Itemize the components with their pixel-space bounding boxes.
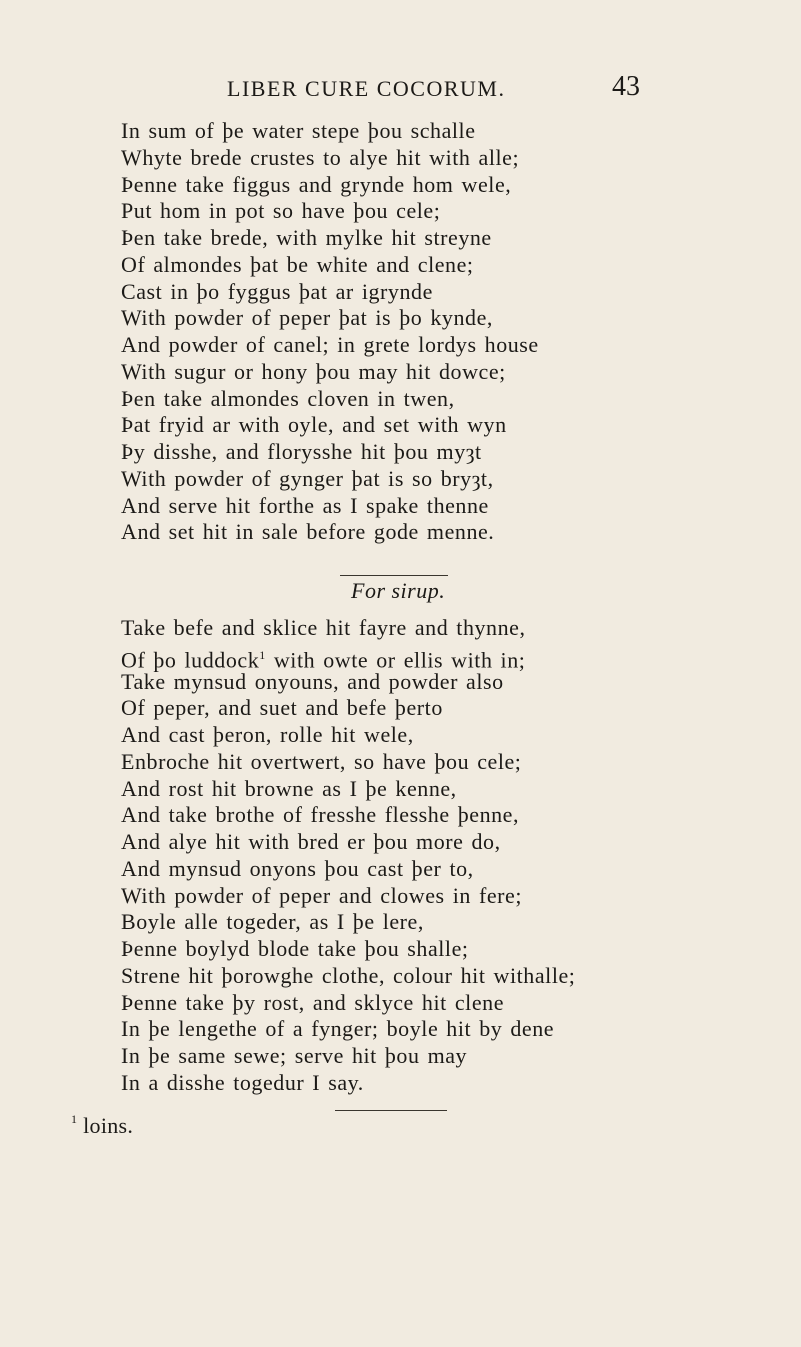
footnote-marker: 1 <box>71 1111 78 1126</box>
verse-line: And cast þeron, rolle hit wele, <box>121 722 414 747</box>
verse-line: Put hom in pot so have þou cele; <box>121 198 441 224</box>
verse-line: With powder of peper and clowes in fere; <box>121 882 523 908</box>
verse-line-text: Of þo luddock <box>121 647 260 673</box>
recipe-title: For sirup. <box>351 578 446 603</box>
verse-section-2 <box>121 615 771 1097</box>
verse-line: Enbroche hit overtwert, so have þou cele; <box>121 748 522 774</box>
verse-line: And take brothe of fresshe flesshe þenne, <box>121 802 520 828</box>
verse-line: Take mynsud onyouns, and powder also <box>121 668 504 694</box>
footnote-text: loins. <box>83 1113 134 1138</box>
verse-line: Whyte brede crustes to alye hit with alle; <box>121 144 520 170</box>
verse-line-with-note <box>121 642 771 673</box>
verse-line: Þenne take figgus and grynde hom wele, <box>121 171 512 197</box>
verse-line: Boyle alle togeder, as I þe lere, <box>121 909 424 935</box>
verse-section-1 <box>121 118 771 546</box>
verse-line: And mynsud onyons þou cast þer to, <box>121 855 474 881</box>
verse-line: Þenne take þy rost, and sklyce hit clene <box>121 989 505 1015</box>
verse-line: And powder of canel; in grete lordys house <box>121 332 539 357</box>
verse-line: Take befe and sklice hit fayre and thynne, <box>121 615 526 640</box>
footnote-divider <box>335 1110 447 1111</box>
verse-line: In a disshe togedur I say. <box>121 1069 364 1095</box>
verse-line: And serve hit forthe as I spake thenne <box>121 492 489 518</box>
verse-line: Þy disshe, and florysshe hit þou myȝt <box>121 439 482 464</box>
verse-line: With powder of gynger þat is so bryȝt, <box>121 465 494 491</box>
running-head <box>0 68 801 108</box>
verse-line: Þen take brede, with mylke hit streyne <box>121 225 492 250</box>
verse-line: And set hit in sale before gode menne. <box>121 519 495 545</box>
verse-line: And rost hit browne as I þe kenne, <box>121 775 457 801</box>
verse-line: Strene hit þorowghe clothe, colour hit withalle; <box>121 962 576 988</box>
verse-line-text: with owte or ellis with in; <box>265 647 526 673</box>
verse-line: Þen take almondes cloven in twen, <box>121 385 455 411</box>
verse-line: In sum of þe water stepe þou schalle <box>121 118 476 143</box>
verse-line: Cast in þo fyggus þat ar igrynde <box>121 278 433 304</box>
verse-line: Þat fryid ar with oyle, and set with wyn <box>121 412 507 438</box>
verse-line: Þenne boylyd blode take þou shalle; <box>121 936 469 961</box>
running-title: LIBER CURE COCORUM. <box>227 76 506 101</box>
verse-line: In þe lengethe of a fynger; boyle hit by dene <box>121 1016 555 1042</box>
section-divider <box>340 575 448 576</box>
footnote-reference: 1 <box>259 647 266 662</box>
verse-line: With powder of peper þat is þo kynde, <box>121 305 493 331</box>
recipe-heading <box>0 578 801 608</box>
verse-line: With sugur or hony þou may hit dowce; <box>121 358 506 384</box>
page-number: 43 <box>612 71 640 102</box>
verse-line: Of almondes þat be white and clene; <box>121 251 474 277</box>
verse-line: Of peper, and suet and befe þerto <box>121 695 443 721</box>
footnote <box>71 1113 133 1139</box>
verse-line: In þe same sewe; serve hit þou may <box>121 1043 468 1068</box>
verse-line: And alye hit with bred er þou more do, <box>121 829 501 854</box>
